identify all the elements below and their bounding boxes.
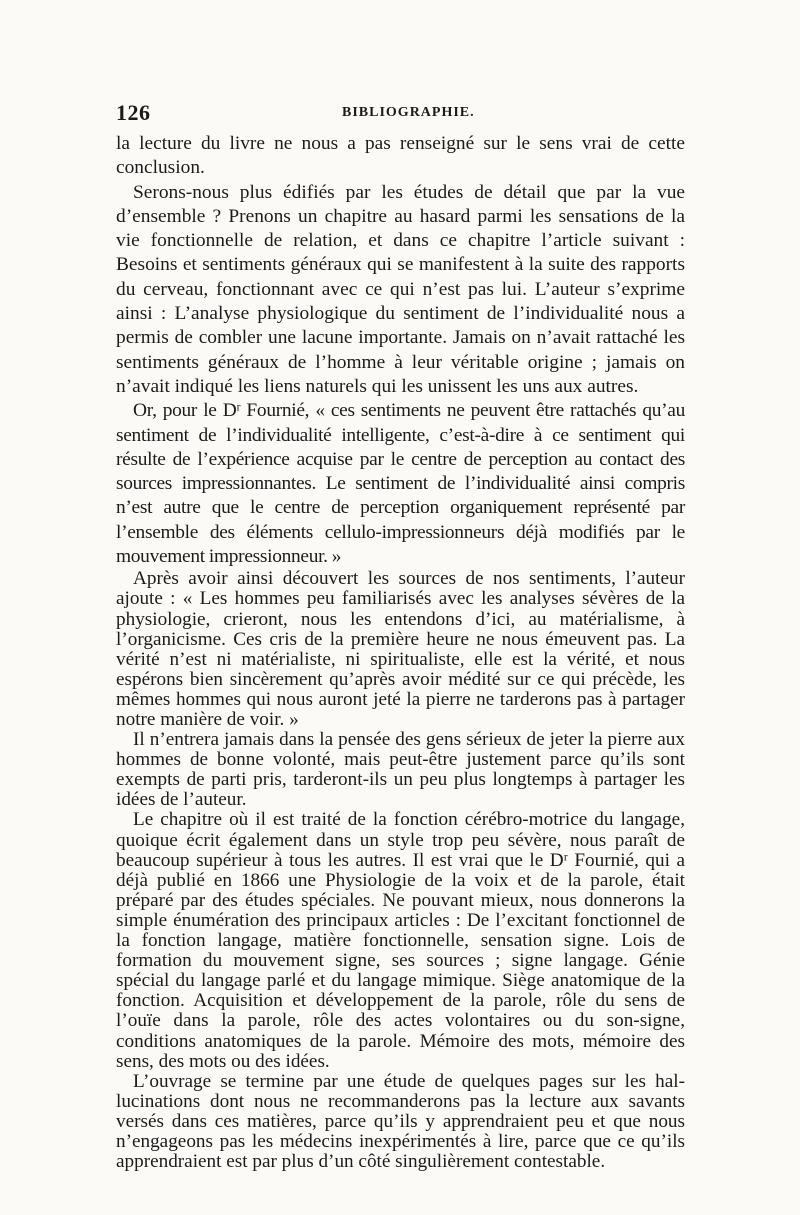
paragraph-or-pour-le-dr: Or, pour le Dʳ Fournié, « ces sentiments ne peuvent être rattachés qu’au sentiment de l’individualité intelligente, c’est-à-dire à ce sentiment qui résulte de l’expérience acquise par le centre de perception au contact des sources impressionnantes. Le sentiment de l’individualité ainsi compris n’est autre que le centre de perception organiquement représenté par l’ensemble des éléments cellulo-impressionneurs déjà modifiés par le mouvement impressionneur. » xyxy=(116,400,685,568)
paragraph-continuation: la lecture du livre ne nous a pas renseigné sur le sens vrai de cette conclusion. xyxy=(116,133,685,179)
paragraph-serons-nous: Serons-nous plus édifiés par les études de détail que par la vue d’ensemble ? Prenons un chapitre au hasard parmi les sensations de la vie fonctionnelle de relation, et dans ce chapitre l’article suivant : Besoins et sentiments généraux qui se manifestent à la suite des rapports du cerveau, fonctionnant avec ce qui n’est pas lui. L’auteur s’exprime ainsi : L’analyse physiologique du sentiment de l’individualité nous a permis de combler une lacune importante. Jamais on n’avait rattaché les sentiments généraux de l’homme à leur véritable origine ; jamais on n’avait indiqué les liens naturels qui les unissent les uns aux autres. xyxy=(116,181,685,397)
page-header xyxy=(116,100,686,126)
running-title: BIBLIOGRAPHIE. xyxy=(342,105,475,120)
paragraph-il-n-entrera: Il n’entrera jamais dans la pensée des gens sérieux de jeter la pierre aux hommes de bonne volonté, mais peut-être justement parce qu’ils sont exempts de parti pris, tarderont-ils un peu plus longtemps à partager les idées de l’auteur. xyxy=(116,729,685,811)
paragraph-apres-avoir: Après avoir ainsi découvert les sources de nos sentiments, l’auteur ajoute : « Les hommes peu familiarisés avec les analyses sévères de la physiologie, crieront, nous les entendons d’ici, au matérialisme, à l’organicisme. Ces cris de la première heure ne nous émeuvent pas. La vérité n’est ni matérialiste, ni spiritualiste, elle est la vérité, et nous espérons bien sincèrement qu’après avoir médité sur ce qui précède, les mêmes hommes qui nous auront jeté la pierre ne tarderons pas à partager notre manière de voir. » xyxy=(116,568,685,730)
paragraph-l-ouvrage: L’ouvrage se termine par une étude de quelques pages sur les hallucinations dont nous ne recommanderons pas la lecture aux savants versés dans ces matières, parce qu’ils y apprendraient peu et que nous n’engageons pas les médecins inexpérimentés à lire, parce que ce qu’ils apprendraient est par plus d’un côté singulièrement contestable. xyxy=(116,1070,685,1173)
paragraph-le-chapitre: Le chapitre où il est traité de la fonction cérébro-motrice du langage, quoique écrit également dans un style trop peu sévère, nous paraît de beaucoup supérieur à tous les autres. Il est vrai que le Dʳ Fournié, qui a déjà publié en 1866 une Physiologie de la voix et de la parole, était préparé par des études spéciales. Ne pouvant mieux, nous donnerons la simple énumération des principaux articles : De l’excitant fonctionnel de la fonction langage, matière fonctionnelle, sensation signe. Lois de formation du mouvement signe, ses sources ; signe langage. Génie spécial du langage parlé et du langage mimique. Siège anatomique de la fonction. Acquisition et développement de la parole, rôle du sens de l’ouïe dans la parole, rôle des actes volontaires ou du son-signe, conditions anatomiques de la parole. Mémoire des mots, mémoire des sens, des mots ou des idées. xyxy=(116,809,685,1072)
body-text xyxy=(116,132,685,1172)
page-number: 126 xyxy=(116,100,151,125)
